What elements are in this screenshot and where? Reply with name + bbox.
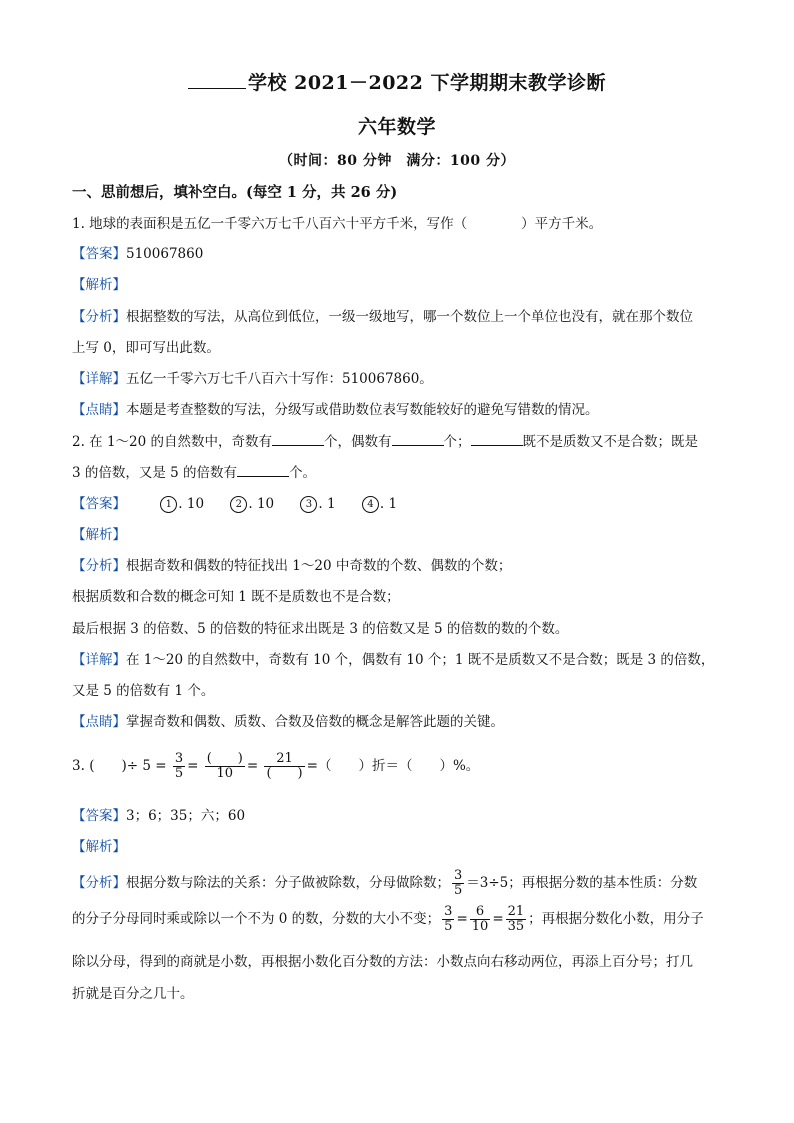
q2-fenxi-line-3: 最后根据 3 的倍数、5 的倍数的特征求出既是 3 的倍数又是 5 的倍数的数的个数。 bbox=[72, 621, 569, 637]
q3-fenxi-line-2: 的分子分母同时乘或除以一个不为 0 的数，分数的大小不变； $\frac{3}{5}$ = $\frac{6}{10}$ = $\frac{21}{35}$ ；再根据分数化小数，用分子 bbox=[72, 904, 704, 934]
q3-fenxi-line-1: 【分析】根据分数与除法的关系：分子做被除数，分母做除数； $\frac{3}{5}$ ＝3÷5；再根据分数的基本性质：分数 bbox=[72, 868, 698, 898]
q2-fenxi-line-1: 【分析】根据奇数和偶数的特征找出 1～20 中奇数的个数、偶数的个数； bbox=[72, 558, 512, 574]
fraction: $\frac{3}{5}$ bbox=[174, 751, 184, 781]
q2-dianjing: 【点睛】掌握奇数和偶数、质数、合数及倍数的概念是解答此题的关键。 bbox=[72, 714, 504, 730]
answer-text: 510067860 bbox=[126, 246, 204, 262]
fraction: $\frac{21}{35}$ bbox=[507, 904, 525, 934]
question-3: 3. ( )÷ 5 = $\frac{3}{5}$ = $\frac{( )}{10}$ = $\frac{21}{( )}$ =（ ）折＝（ ）%。 bbox=[72, 751, 480, 781]
answer-item: 4 . 1 bbox=[362, 496, 397, 512]
fraction: $\frac{6}{10}$ bbox=[471, 904, 489, 934]
answer-item: 1 . 10 bbox=[160, 496, 204, 512]
q1-dianjing: 【点睛】本题是考查整数的写法，分级写或借助数位表写数能较好的避免写错数的情况。 bbox=[72, 402, 599, 418]
answer-blank bbox=[237, 463, 289, 477]
answer-item: 3 . 1 bbox=[300, 496, 335, 512]
q2-fenxi-line-2: 根据质数和合数的概念可知 1 既不是质数也不是合数； bbox=[72, 589, 400, 605]
q2-xiangjie-line-2: 又是 5 的倍数有 1 个。 bbox=[72, 683, 215, 699]
section-heading: 一、思前想后，填补空白。(每空 1 分，共 26 分) bbox=[72, 184, 398, 201]
fraction: $\frac{3}{5}$ bbox=[444, 904, 453, 934]
q3-analysis-tag: 【解析】 bbox=[72, 839, 126, 855]
answer-tag: 【答案】 bbox=[72, 246, 126, 262]
q2-answer: 【答案】 1 . 10 2 . 10 3 . 1 4 . 1 bbox=[72, 496, 398, 512]
q3-answer: 【答案】3；6；35；六；60 bbox=[72, 808, 246, 824]
answer-blank bbox=[272, 432, 324, 446]
question-2-line-2: 3 的倍数，又是 5 的倍数有 个。 bbox=[72, 465, 317, 481]
q2-xiangjie-line-1: 【详解】在 1～20 的自然数中，奇数有 10 个，偶数有 10 个；1 既不是质数又不是合数；既是 3 的倍数， bbox=[72, 652, 715, 668]
q1-answer bbox=[72, 245, 724, 263]
fraction: $\frac{( )}{10}$ bbox=[206, 751, 243, 781]
answer-item: 2 . 10 bbox=[230, 496, 274, 512]
fraction: $\frac{21}{( )}$ bbox=[266, 751, 303, 781]
question-2-line-1: 2. 在 1～20 的自然数中，奇数有 个，偶数有 个； 既不是质数又不是合数；既是 bbox=[72, 434, 699, 450]
fraction: $\frac{3}{5}$ bbox=[454, 868, 463, 898]
q1-fenxi-line-2: 上写 0，即可写出此数。 bbox=[72, 340, 220, 356]
q1-analysis-tag: 【解析】 bbox=[72, 277, 126, 293]
question-1: 1. 地球的表面积是五亿一千零六万七千八百六十平方千米，写作（ ）平方千米。 bbox=[72, 216, 603, 232]
q1-fenxi-line-1: 【分析】根据整数的写法，从高位到低位，一级一级地写，哪一个数位上一个单位也没有，就在那个数位 bbox=[72, 309, 693, 325]
answer-blank bbox=[471, 432, 523, 446]
q2-analysis-tag: 【解析】 bbox=[72, 527, 126, 543]
answer-blank bbox=[392, 432, 444, 446]
q3-fenxi-line-3: 除以分母，得到的商就是小数，再根据小数化百分数的方法：小数点向右移动两位，再添上百分号；打几 bbox=[72, 954, 693, 970]
q3-fenxi-line-4: 折就是百分之几十。 bbox=[72, 986, 194, 1002]
exam-title: 学校 2021－2022 下学期期末教学诊断 bbox=[0, 68, 794, 95]
exam-info: （时间：80 分钟 满分：100 分） bbox=[279, 153, 515, 169]
exam-subtitle: 六年数学 bbox=[357, 116, 436, 138]
q1-xiangjie: 【详解】五亿一千零六万七千八百六十写作：510067860。 bbox=[72, 371, 433, 387]
school-name-blank bbox=[188, 74, 246, 89]
